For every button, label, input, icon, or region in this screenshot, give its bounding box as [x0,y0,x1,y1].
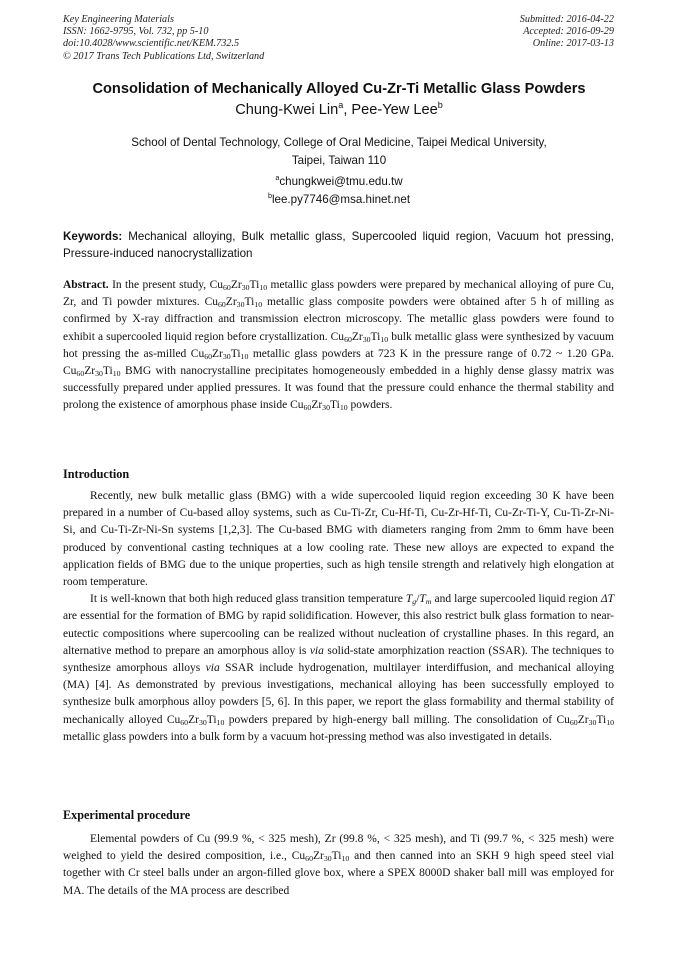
subscript: 60 [204,351,213,361]
chem-formula [191,348,249,360]
abstract-section [63,277,614,415]
keywords-text: Mechanical alloying, Bulk metallic glass, Supercooled liquid region, Vacuum hot pressing, Pressure-induced nanocrystallization [63,230,614,260]
chem-formula [210,279,268,291]
subscript: 30 [241,282,250,292]
text-run: metallic glass composite powders were obtained after 5 h of milling as confirmed by X-ray diffraction and transmission electron microscopy. The metallic glass powders were found to exhibit a supercooled liquid region before crystallization. [63,296,614,343]
chem-formula [556,714,614,726]
element-zr: Zr [188,713,199,726]
chem-formula [331,331,389,343]
symbol-tm [419,593,431,605]
introduction-heading: Introduction [63,467,130,481]
chem-formula [292,850,350,862]
subscript: 30 [322,403,330,413]
experimental-paragraph [63,831,614,900]
element-cu: Cu [190,347,205,360]
element-zr: Zr [230,279,242,291]
element-zr: Zr [225,296,237,309]
copyright: © 2017 Trans Tech Publications Ltd, Switzerland [63,50,265,62]
email-line [80,191,598,209]
affiliation-line: School of Dental Technology, College of Oral Medicine, Taipei Medical University, [131,136,547,149]
author-affil-mark: b [437,100,443,111]
symbol-tg [406,593,416,605]
subscript: 10 [341,854,350,864]
element-ti: Ti [230,347,241,360]
text-run: BMG with nanocrystalline precipitates homogeneously embedded in a highly dense glassy matrix was successfully prepared under applied pressures. It was found that the pressure could enhance the thermal stability and prolong the existence of amorphous phase inside [63,365,614,412]
element-cu: Cu [204,296,218,309]
element-zr: Zr [577,713,589,726]
element-zr: Zr [84,365,96,378]
subscript: 30 [236,300,245,310]
subscript: 10 [254,300,263,310]
affiliation-line: Taipei, Taiwan 110 [291,154,387,167]
author-affil-mark: a [338,100,344,111]
chem-formula [290,399,348,411]
element-zr: Zr [311,399,323,412]
journal-info [63,14,264,63]
subscript: 60 [217,300,226,310]
text-run: metallic glass powders were prepared by mechanical alloying of pure Cu, Zr, and Ti powder mixtures. [63,279,615,309]
subscript: 60 [305,854,313,864]
element-cu: Cu [556,713,570,726]
keywords [63,228,614,262]
subscript: 30 [588,717,597,727]
email-mark: b [267,191,272,201]
text-run: metallic glass powders into a bulk form by a vacuum hot-pressing method was also investigated in details. [63,730,552,743]
element-cu: Cu [291,850,306,863]
via-italic: via [309,644,324,657]
symbol-base: T [419,593,426,606]
element-cu: Cu [330,330,345,343]
subscript: 60 [76,368,85,378]
text-run: bulk metallic glass were synthesized by vacuum hot pressing the as-milled [63,330,614,360]
subscript: 30 [95,368,103,378]
issn: ISSN: 1662-9795, Vol. 732, pp 5-10 [63,26,209,38]
symbol-subscript: m [425,597,432,607]
email-line [80,173,598,191]
subscript: 10 [606,717,614,727]
text-run: In the present study, [108,279,210,291]
text-run: and large supercooled liquid region [431,593,601,606]
experimental-heading: Experimental procedure [63,808,191,822]
abstract-label: Abstract. [63,279,109,291]
paper-title: Consolidation of Mechanically Alloyed Cu-Zr-Ti Metallic Glass Powders [92,81,586,97]
text-run: solid-state amorphization reaction (SSAR). The techniques to synthesize amorphous alloys [63,644,614,675]
chem-formula [167,714,225,726]
symbol-base: T [405,593,413,606]
symbol-delta-t: ΔT [600,593,614,606]
text-run: / [416,593,420,606]
subscript: 10 [112,368,121,378]
element-ti: Ti [244,296,255,309]
element-ti: Ti [331,850,342,863]
submitted-date: Submitted: 2016-04-22 [519,14,614,25]
element-ti: Ti [329,399,340,412]
subscript: 60 [180,717,189,727]
element-ti: Ti [249,279,260,291]
chem-formula [205,296,263,308]
text-run: are essential for the formation of BMG by rapid solidification. However, this also restrict bulk glass formation to near-eutectic compositions where supercooling can be realized without nucleation of crystalline phases. In this regard, an alternative method to prepare an amorphous alloy is [63,610,614,657]
keywords-label: Keywords: [63,230,123,243]
subscript: 60 [569,717,578,727]
text-run: It is well-known that both high reduced glass transition temperature [90,593,406,606]
experimental-section [63,807,614,900]
element-zr: Zr [212,347,223,360]
element-cu: Cu [63,365,77,378]
intro-paragraph: Recently, new bulk metallic glass (BMG) with a wide supercooled liquid region exceeding 30 K have been prepared in a number of Cu-based alloy systems, such as Cu-Ti-Zr, Cu-Hf-Ti, Cu-Zr-Hf-Ti, Cu-Zr-Ti-Y, Cu-Ti-Zr-Ni-Si, and Cu-Ti-Zr-Ni-Sn systems [1,2,3]. The Cu-based BMG with diameters ranging from 2mm to 6mm have been produced by conventional casting techniques at a low cooling rate. These new alloys are expected to expand the application fields of BMG due to the unique properties, such as high tensile strength and relatively high elongation at room temperature. [63,490,614,589]
subscript: 30 [198,717,207,727]
element-cu: Cu [166,713,181,726]
symbol-subscript: g [412,597,417,607]
subscript: 30 [222,351,231,361]
author-separator: , [343,102,352,118]
accepted-date: Accepted: 2016-09-29 [523,26,614,38]
element-cu: Cu [290,399,304,412]
publication-dates [520,14,614,51]
subscript: 60 [303,403,312,413]
text-run: powders. [347,399,393,412]
affiliation [80,134,598,170]
author-emails [80,173,598,209]
subscript: 10 [240,351,249,361]
email-address[interactable]: chungkwei@tmu.edu.tw [279,175,403,188]
journal-name: Key Engineering Materials [63,14,174,25]
abstract-paragraph [63,277,614,415]
email-mark: a [275,173,280,183]
text-run: and then canned into an SKH 9 high speed steel vial together with Cr steel balls under an argon-filled glove box, where a SPEX 8000D shaker ball mill was employed for MA. The details of the MA process are described [63,850,614,897]
text-run: Elemental powders of Cu (99.9 %, < 325 mesh), Zr (99.8 %, < 325 mesh), and Ti (99.7 %, < 325 mesh) were weighed to yield the desired composition, i.e., [63,833,614,863]
online-date: Online: 2017-03-13 [532,38,614,50]
text-run: powders prepared by high-energy ball milling. The consolidation of [224,713,557,726]
subscript: 30 [323,854,332,864]
author-name: Pee-Yew Lee [351,102,438,118]
introduction-section [63,466,614,746]
chem-formula [63,365,121,377]
author-name: Chung-Kwei Lin [235,102,339,118]
subscript: 60 [223,282,231,292]
doi: doi:10.4028/www.scientific.net/KEM.732.5 [63,38,240,50]
subscript: 10 [259,282,268,292]
author-list [40,102,638,118]
subscript: 30 [362,334,371,344]
element-ti: Ti [596,713,607,726]
subscript: 10 [216,717,225,727]
text-run: SSAR include hydrogenation, multilayer interdiffusion, and mechanical alloying (MA) [4]. As demonstrated by previous investigations, mechanical alloying has been successfully employed to synthesize bulk amorphous alloy powders [5, 6]. In this paper, we report the glass formability and thermal stability of mechanically alloyed [63,662,614,726]
intro-paragraph [63,591,614,746]
subscript: 10 [339,403,348,413]
element-ti: Ti [102,365,113,378]
text-run: metallic glass powders at 723 K in the pressure range of 0.72 ~ 1.20 GPa. [248,347,614,360]
element-ti: Ti [370,330,381,343]
subscript: 60 [344,334,352,344]
element-zr: Zr [351,330,363,343]
via-italic: via [205,662,220,675]
element-zr: Zr [312,850,324,863]
element-cu: Cu [209,279,224,291]
element-ti: Ti [206,713,217,726]
email-address[interactable]: lee.py7746@msa.hinet.net [271,193,411,206]
subscript: 10 [380,334,389,344]
